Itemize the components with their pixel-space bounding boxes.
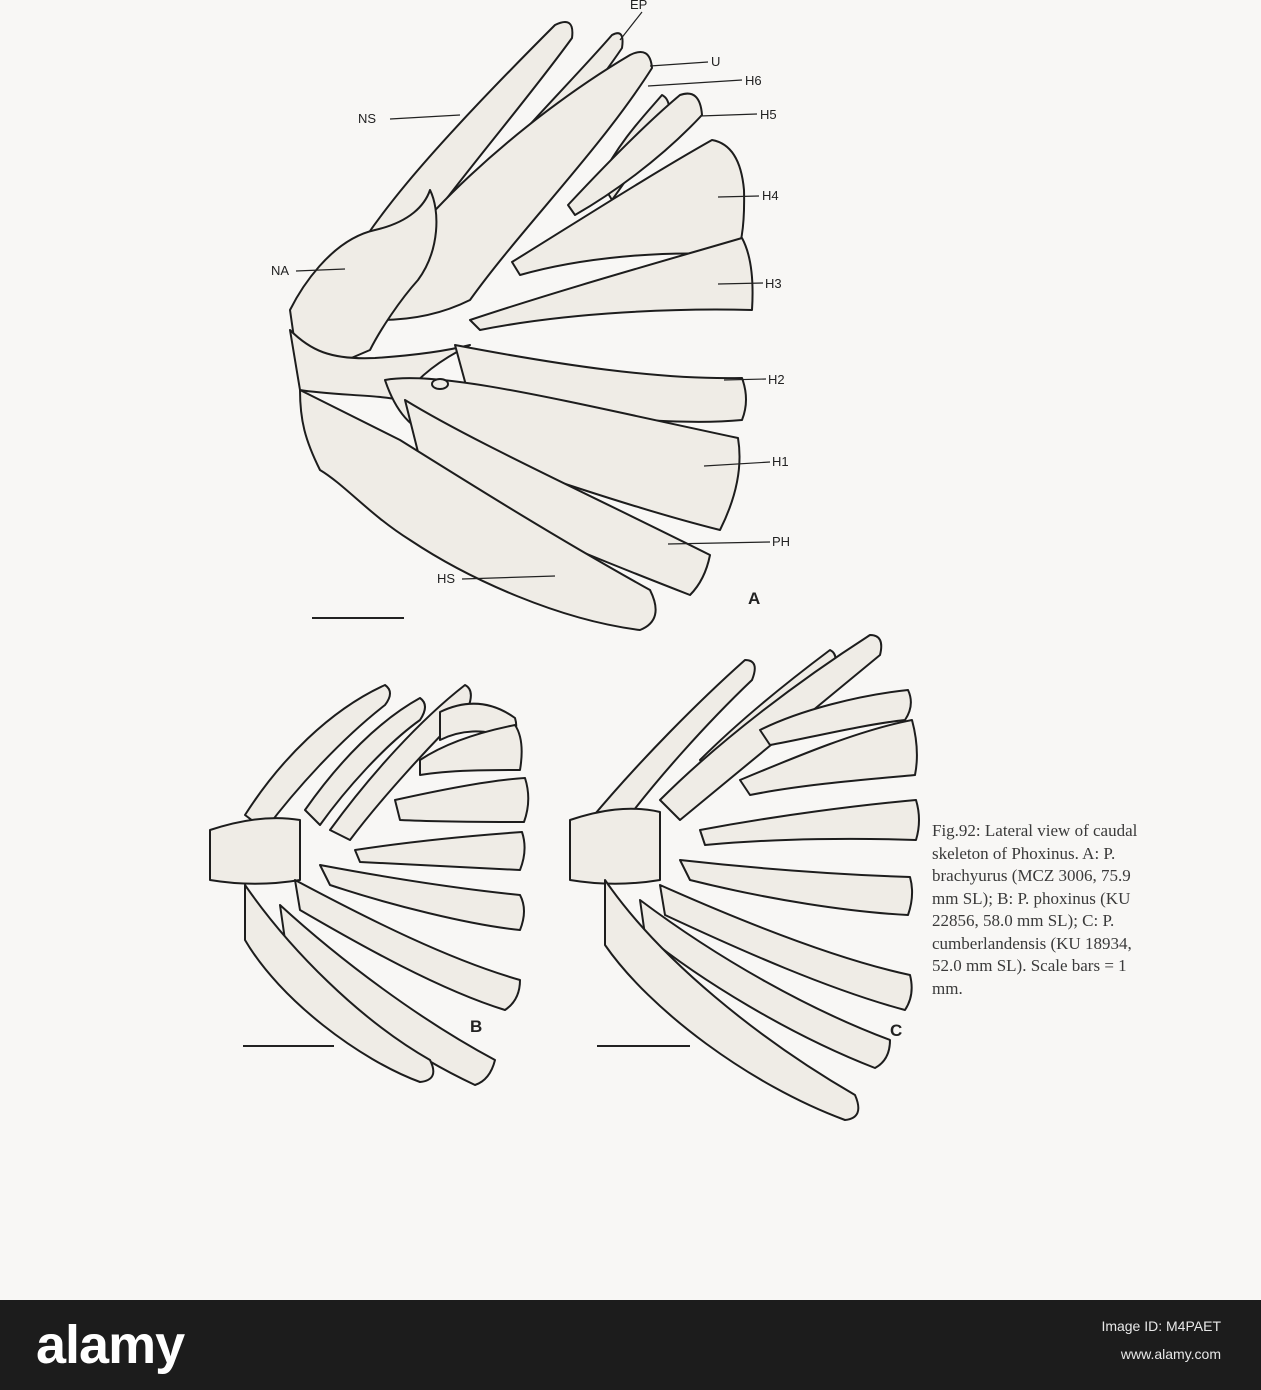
panel-letter-b: B	[470, 1017, 483, 1036]
label-ep: EP	[630, 0, 648, 12]
panel-letter-c: C	[890, 1021, 903, 1040]
b-hypural-3	[355, 832, 525, 870]
caption-line: mm.	[932, 978, 963, 998]
figure-caption	[932, 820, 1258, 1000]
c-hypural-3	[700, 800, 919, 845]
site-url-link[interactable]: www.alamy.com	[1120, 1346, 1221, 1362]
panel-c-skeleton	[570, 635, 919, 1120]
label-h6: H6	[745, 73, 762, 88]
caption-line: Fig.92: Lateral view of caudal	[932, 821, 1138, 840]
label-h1: H1	[772, 454, 789, 469]
caption-line: 22856, 58.0 mm SL); C: P.	[932, 911, 1115, 930]
label-hs: HS	[437, 571, 456, 586]
image-id-text: Image ID: M4PAET	[1101, 1318, 1221, 1334]
foramen	[432, 379, 448, 389]
alamy-logo[interactable]: alamy	[36, 1315, 185, 1375]
label-h4: H4	[762, 188, 779, 203]
c-hypural-2	[680, 860, 912, 915]
stock-footer-bar	[0, 1300, 1261, 1390]
caption-line: 52.0 mm SL). Scale bars = 1	[932, 956, 1127, 975]
label-h2: H2	[768, 372, 785, 387]
b-centrum	[210, 818, 300, 884]
label-h3: H3	[765, 276, 782, 291]
label-ns: NS	[358, 111, 377, 126]
label-na: NA	[271, 263, 290, 278]
c-centrum	[570, 809, 660, 884]
label-u: U	[711, 54, 721, 69]
label-h5: H5	[760, 107, 777, 122]
b-hypural-4	[395, 778, 528, 822]
panel-letter-a: A	[748, 589, 761, 608]
caption-line: skeleton of Phoxinus. A: P.	[932, 843, 1116, 863]
caption-line: mm SL); B: P. phoxinus (KU	[932, 888, 1131, 908]
caption-line: cumberlandensis (KU 18934,	[932, 933, 1132, 953]
caption-line: brachyurus (MCZ 3006, 75.9	[932, 866, 1131, 885]
label-ph: PH	[772, 534, 791, 549]
